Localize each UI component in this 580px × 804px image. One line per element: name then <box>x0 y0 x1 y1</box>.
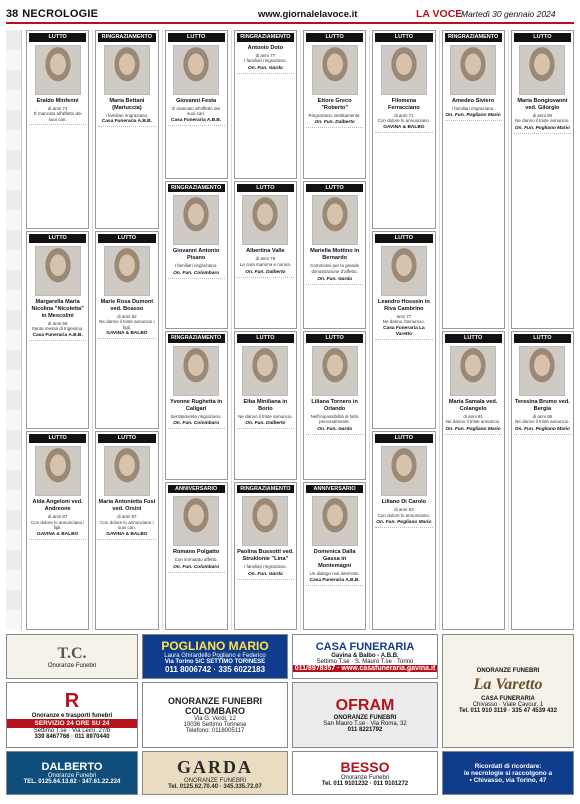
deceased-age: di anni 90 <box>532 112 553 118</box>
ad-colombaro[interactable] <box>142 682 288 748</box>
notice-type-label: RINGRAZIAMENTO <box>168 184 225 193</box>
deceased-photo <box>35 246 81 296</box>
notice-divider <box>237 73 294 76</box>
notice-type-label: LUTTO <box>375 234 432 243</box>
ad-besso[interactable] <box>292 751 438 795</box>
notice-text: Commossi per la grande dimostrazione d'affetto. <box>310 263 360 274</box>
deceased-name: Maria Samala ved. Colangelo <box>448 398 498 412</box>
notice-type-label: LUTTO <box>375 33 432 42</box>
dalberto-name: DALBERTO <box>41 761 103 773</box>
notice-signature: On. Fun. Colombaro <box>173 564 220 570</box>
varetto-sub: CASA FUNERARIA <box>481 696 535 702</box>
newspaper-name: LA VOCE <box>416 8 463 20</box>
obituary-notice <box>26 431 89 630</box>
notice-type-label: ANNIVERSARIO <box>168 485 225 494</box>
funeral-agency: Casa Funeraria A.B.B. <box>309 577 360 583</box>
notice-signature: On. Fun. Pogliano Mario <box>514 126 570 132</box>
deceased-name: Margarella Maria Nicolina "Nicoletta" in Mescolini <box>31 298 84 319</box>
deceased-photo <box>173 45 219 95</box>
section-title: NECROLOGIE <box>22 8 99 20</box>
funeral-agency: GAVINA & BALBO <box>106 331 148 337</box>
notice-signature: On. Fun. Dalberto <box>314 120 355 126</box>
obituary-notice <box>165 181 228 330</box>
varetto-addr: Chivasso · Viale Cavour, 1 <box>472 702 544 708</box>
notice-type-label: LUTTO <box>29 234 86 243</box>
varetto-logo: La Varetto <box>473 676 543 693</box>
issue-date: Martedì 30 gennaio 2024 <box>461 9 556 19</box>
funeral-agency: Casa Funeraria A.B.B. <box>32 332 83 338</box>
onoranze-r-service: SERVIZIO 24 ORE SU 24 <box>7 719 137 728</box>
notice-type-label: LUTTO <box>237 334 294 343</box>
colombaro-city: 10036 Settimo Torinese <box>183 722 247 728</box>
notice-type-label: LUTTO <box>306 334 363 343</box>
notice-text: Un dialogo mai interrotto. <box>309 571 360 577</box>
deceased-photo <box>519 346 565 396</box>
notice-text: Ringraziano sentitamente. <box>308 112 361 118</box>
deceased-photo <box>242 195 288 245</box>
notice-divider <box>98 539 155 542</box>
deceased-age: anni 77 <box>396 313 412 319</box>
deceased-photo <box>35 45 81 95</box>
notice-text: È mancato all'affetto dei suoi cari. <box>33 111 82 123</box>
page-header <box>6 6 574 24</box>
deceased-name: Albertina Valle <box>246 248 285 255</box>
deceased-photo <box>173 496 219 546</box>
deceased-age: di anni 71 <box>394 112 414 118</box>
obituary-column <box>92 30 158 630</box>
deceased-name: Marie Rosa Dumont ved. Boasso <box>100 298 154 312</box>
deceased-age: di anni 83 <box>394 507 414 513</box>
ricordati-line: le necrologie si raccolgono a <box>463 769 553 777</box>
obituary-notice <box>511 331 574 630</box>
obituary-grid <box>26 30 574 630</box>
notice-text: Con dolore lo annunciano i figli. <box>30 519 85 531</box>
obituary-notice <box>95 231 158 430</box>
obituary-column <box>26 30 89 630</box>
deceased-photo <box>173 195 219 245</box>
notice-divider <box>98 126 155 129</box>
notice-text: Con dolore lo annunciano i suoi cari. <box>100 519 154 531</box>
garda-tel: Tel. 0125.62.70.40 · 345.335.72.07 <box>168 783 262 790</box>
varetto-tel: Tel. 011 910 3119 · 335 47 4539 432 <box>459 708 557 714</box>
notice-signature: On. Fun. Dalberto <box>245 421 286 427</box>
obituary-column <box>369 30 435 630</box>
obituary-notice <box>165 482 228 631</box>
cf-tel: 011/8978357 · www.casafuneraria.gavina.it <box>294 665 436 672</box>
deceased-photo <box>450 45 496 95</box>
ricordati-place: • Chivasso, via Torino, 47 <box>469 776 547 784</box>
deceased-name: Giovanni Festa <box>176 97 217 104</box>
deceased-name: Amedeo Siviero <box>451 97 495 104</box>
deceased-photo <box>381 246 427 296</box>
obituary-notice <box>95 431 158 630</box>
deceased-age: di anni 56 <box>47 320 68 326</box>
notice-divider <box>375 527 432 530</box>
obituary-notice <box>372 231 435 430</box>
besso-tel: Tel. 011 9101232 · 011 9101272 <box>321 781 409 787</box>
funeral-agency: Casa Funeraria A.B.B. <box>171 118 222 124</box>
deceased-name: Filomena Ferracciano <box>388 97 420 111</box>
pogliano-name: POGLIANO MARIO <box>161 639 269 653</box>
deceased-photo <box>381 446 427 496</box>
deceased-age: di anni 95 <box>532 413 553 419</box>
notice-type-label: LUTTO <box>514 334 571 343</box>
notice-type-label: LUTTO <box>306 184 363 193</box>
colombaro-name: ONORANZE FUNEBRI COLOMBARO <box>168 696 262 716</box>
notice-divider <box>98 338 155 341</box>
deceased-photo <box>312 45 358 95</box>
notice-text: La cara mamma e nonna. <box>239 261 292 267</box>
notice-divider <box>514 133 571 136</box>
notice-divider <box>237 277 294 280</box>
obituary-column <box>300 30 366 630</box>
colombaro-tel: Telefono: 0118005117 <box>185 728 245 734</box>
ofram-tel: 011 8221792 <box>347 727 383 733</box>
varetto-line: ONORANZE FUNEBRI <box>476 668 540 674</box>
onoranze-r-tel: 339 8467766 · 011 8970440 <box>34 734 110 740</box>
dalberto-tel: TEL. 0125.64.13.62 · 347.61.22.224 <box>23 779 121 785</box>
deceased-photo <box>173 346 219 396</box>
notice-signature: On. Fun. Garda <box>317 276 352 282</box>
besso-name: BESSO <box>340 759 390 775</box>
deceased-name: Liliana Tornero in Orlando <box>311 398 358 412</box>
deceased-name: Giovanni Antonio Pisano <box>172 248 220 262</box>
notice-type-label: LUTTO <box>306 33 363 42</box>
colombaro-addr: Via G. Verdi, 12 <box>194 716 236 722</box>
obituary-notice <box>511 30 574 329</box>
notice-text: Con immutato affetto. <box>174 557 218 563</box>
notice-type-label: LUTTO <box>168 33 225 42</box>
obituary-column <box>231 30 297 630</box>
deceased-name: Domenica Dalla Gassa in Montemagni <box>313 549 356 570</box>
deceased-name: Maria Bongiovanni ved. Gilorgio <box>517 97 568 111</box>
deceased-photo <box>312 195 358 245</box>
notice-text: I familiari ringraziano. <box>105 112 149 118</box>
deceased-age: di anni 78 <box>255 256 276 262</box>
deceased-age: di anni 91 <box>463 413 483 419</box>
notice-signature: On. Fun. Pogliano Mario <box>445 427 501 433</box>
notice-signature: On. Fun. Pogliano Mario <box>376 520 432 526</box>
ad-garda[interactable] <box>142 751 288 795</box>
notice-text: Con dolore lo annunciano. <box>377 118 431 124</box>
notice-divider <box>306 284 363 287</box>
notice-text: Con dolore lo annunciano. <box>377 512 431 518</box>
notice-signature: On. Fun. Garda <box>248 571 283 577</box>
deceased-name: Paolina Bussotti ved. Struklonie "Lina" <box>237 549 294 563</box>
notice-type-label: RINGRAZIAMENTO <box>237 33 294 42</box>
onoranze-r-line: Settimo T.se · Via Leinì, 27/b <box>33 728 111 734</box>
funeral-agency: Casa Funeraria La Varetto <box>383 325 425 337</box>
notice-text: I familiari ringraziano. <box>451 105 495 111</box>
notice-type-label: LUTTO <box>514 33 571 42</box>
deceased-name: Eraldo Minfenni <box>36 97 79 104</box>
notice-type-label: LUTTO <box>445 334 502 343</box>
notice-text: I familiari ringraziano. <box>174 263 218 269</box>
notice-divider <box>375 339 432 342</box>
funeral-agency: Casa Funeraria A.B.B. <box>101 119 152 125</box>
obituary-notice <box>165 30 228 179</box>
deceased-photo <box>381 45 427 95</box>
deceased-photo <box>35 446 81 496</box>
notice-divider <box>306 127 363 130</box>
notice-signature: On. Fun. Colombaro <box>173 270 220 276</box>
site-url[interactable]: www.giornalelavoce.it <box>258 8 358 20</box>
obituary-notice <box>234 482 297 631</box>
cf-name: CASA FUNERARIA <box>315 641 415 653</box>
ad-dalberto[interactable] <box>6 751 138 795</box>
deceased-photo <box>450 346 496 396</box>
notice-text: Ne danno il triste annuncio i figli. <box>99 319 155 330</box>
notice-type-label: RINGRAZIAMENTO <box>98 33 155 42</box>
notice-signature: On. Fun. Pogliano Mario <box>445 113 501 119</box>
obituary-column <box>439 30 505 630</box>
obituary-notice <box>234 331 297 480</box>
notice-type-label: RINGRAZIAMENTO <box>168 334 225 343</box>
notice-type-label: RINGRAZIAMENTO <box>445 33 502 42</box>
garda-name: GARDA <box>177 756 253 777</box>
notice-divider <box>237 428 294 431</box>
ofram-addr: San Mauro T.se · Via Roma, 32 <box>323 721 407 727</box>
notice-signature: On. Fun. Pogliano Mario <box>514 427 570 433</box>
notice-divider <box>306 585 363 588</box>
deceased-age: di anni 87 <box>47 514 68 520</box>
obituary-notice <box>303 331 366 480</box>
deceased-photo <box>242 496 288 546</box>
deceased-age: di anni 87 <box>117 514 137 520</box>
ad-casa-funeraria[interactable] <box>292 634 438 679</box>
ads-area <box>6 634 574 798</box>
dalberto-line: Onoranze Funebri <box>47 773 97 779</box>
deceased-age: di anni 77 <box>255 52 276 58</box>
notice-divider <box>445 120 502 123</box>
obituary-notice <box>442 30 505 329</box>
onoranze-r-logo: R <box>64 690 80 712</box>
notice-text: Sentitamente ringraziano. <box>170 413 222 419</box>
notice-signature: On. Fun. Garda <box>317 427 352 433</box>
deceased-name: Yvonne Rughetta in Caligari <box>170 398 223 412</box>
notice-type-label: LUTTO <box>29 33 86 42</box>
obituary-notice <box>303 482 366 631</box>
deceased-name: Teresina Brumo ved. Bergia <box>514 398 570 412</box>
deceased-name: Antonio Doto <box>247 44 284 51</box>
notice-signature: On. Fun. Colombaro <box>173 421 220 427</box>
notice-type-label: LUTTO <box>98 234 155 243</box>
ad-la-varetto[interactable] <box>442 634 574 748</box>
obituary-notice <box>303 181 366 330</box>
notice-divider <box>29 124 86 127</box>
cf-addr: Settimo T.se · S. Mauro T.se · Torino <box>316 659 414 665</box>
deceased-name: Leandro Hossein in Riva Cambrino <box>377 298 430 312</box>
obituary-notice <box>234 30 297 179</box>
tc-logo: T.C. <box>57 644 87 662</box>
deceased-age: di anni 74 <box>47 105 68 111</box>
left-margin-strip <box>6 30 22 630</box>
deceased-name: Maria Bettani (Mariuccia) <box>109 97 145 111</box>
tc-line: Onoranze Funebri <box>47 662 97 669</box>
pogliano-line: Laura Ghirardello Pogliano e Federico <box>164 653 266 659</box>
obituary-notice <box>303 30 366 179</box>
notice-type-label: LUTTO <box>29 434 86 443</box>
obituary-notice <box>26 231 89 430</box>
onoranze-r-title: Onoranze e trasporti funebri <box>31 713 113 719</box>
besso-line: Onoranze Funebri <box>340 775 390 781</box>
notice-divider <box>29 340 86 343</box>
notice-divider <box>29 539 86 542</box>
notice-type-label: RINGRAZIAMENTO <box>237 485 294 494</box>
notice-text: Nell'impossibilità di farlo personalmente. <box>310 413 359 425</box>
notice-text: Santa messa di trigesimo. <box>31 326 84 332</box>
notice-type-label: LUTTO <box>237 184 294 193</box>
deceased-name: Ettore Greco "Roberto" <box>317 97 352 111</box>
notice-divider <box>168 278 225 281</box>
funeral-agency: GAVINA & BALBO <box>36 532 79 538</box>
deceased-name: Liliano Di Carolo <box>381 499 427 506</box>
funeral-agency: GAVINA & BALBO <box>383 125 425 131</box>
notice-divider <box>514 434 571 437</box>
pogliano-tel: 011 8006742 · 335 6022183 <box>164 665 266 674</box>
ad-ofram[interactable] <box>292 682 438 748</box>
notice-text: I familiari ringraziano. <box>243 564 287 570</box>
deceased-photo <box>312 496 358 546</box>
notice-signature: On. Fun. Dalberto <box>245 269 286 275</box>
ricordati-title: Ricordati di ricordare: <box>474 762 542 770</box>
notice-divider <box>168 428 225 431</box>
notice-text: I familiari ringraziano. <box>243 58 287 64</box>
deceased-photo <box>519 45 565 95</box>
obituary-notice <box>372 431 435 630</box>
obituary-notice <box>26 30 89 229</box>
funeral-agency: GAVINA & BALBO <box>106 532 148 538</box>
ofram-line: ONORANZE FUNEBRI <box>333 715 397 721</box>
obituary-notice <box>372 30 435 229</box>
notice-divider <box>168 125 225 128</box>
deceased-name: Elba Miniliana in Borio <box>243 398 288 412</box>
deceased-name: Alda Angeloni ved. Andreone <box>32 499 83 513</box>
notice-type-label: LUTTO <box>98 434 155 443</box>
obituary-notice <box>165 331 228 480</box>
ad-onoranze-r[interactable] <box>6 682 138 748</box>
deceased-name: Mariella Mottino in Bernardo <box>310 248 360 262</box>
notice-text: Ne danno il triste annuncio. <box>515 118 570 124</box>
ad-pogliano[interactable] <box>142 634 288 679</box>
deceased-name: Maria Antonietta Fusi ved. Orsini <box>98 499 156 513</box>
ad-ricordati <box>442 751 574 795</box>
notice-divider <box>168 572 225 575</box>
notice-type-label: ANNIVERSARIO <box>306 485 363 494</box>
deceased-photo <box>312 346 358 396</box>
notice-text: Ne danno il triste annuncio. <box>445 419 501 425</box>
cf-line: Gavina & Balbo - A.B.B. <box>331 653 399 659</box>
notice-text: Ne danno l'annuncio. <box>382 319 425 325</box>
ofram-name: OFRAM <box>335 697 395 714</box>
notice-divider <box>237 579 294 582</box>
obituary-column <box>508 30 574 630</box>
notice-signature: On. Fun. Garda <box>248 66 283 72</box>
notice-divider <box>306 434 363 437</box>
deceased-photo <box>104 45 150 95</box>
garda-line: ONORANZE FUNEBRI <box>183 777 246 784</box>
pogliano-addr: Via Torino 5/C SETTIMO TORINESE <box>164 659 266 665</box>
deceased-photo <box>242 346 288 396</box>
obituary-notice <box>234 181 297 330</box>
notice-text: Ne danno il triste annuncio. <box>238 413 293 419</box>
ad-tc[interactable] <box>6 634 138 679</box>
obituary-column <box>162 30 228 630</box>
notice-type-label: LUTTO <box>375 434 432 443</box>
notice-text: Ne danno il triste annuncio. <box>515 419 570 425</box>
deceased-photo <box>104 446 150 496</box>
page-number: 38 <box>6 8 19 20</box>
notice-divider <box>445 434 502 437</box>
obituary-notice <box>95 30 158 229</box>
notice-text: È mancato all'affetto dei suoi cari. <box>172 105 221 117</box>
deceased-age: di anni 82 <box>117 313 137 319</box>
deceased-name: Romano Polgatto <box>172 549 220 556</box>
notice-divider <box>375 132 432 135</box>
deceased-photo <box>104 246 150 296</box>
obituary-notice <box>442 331 505 630</box>
